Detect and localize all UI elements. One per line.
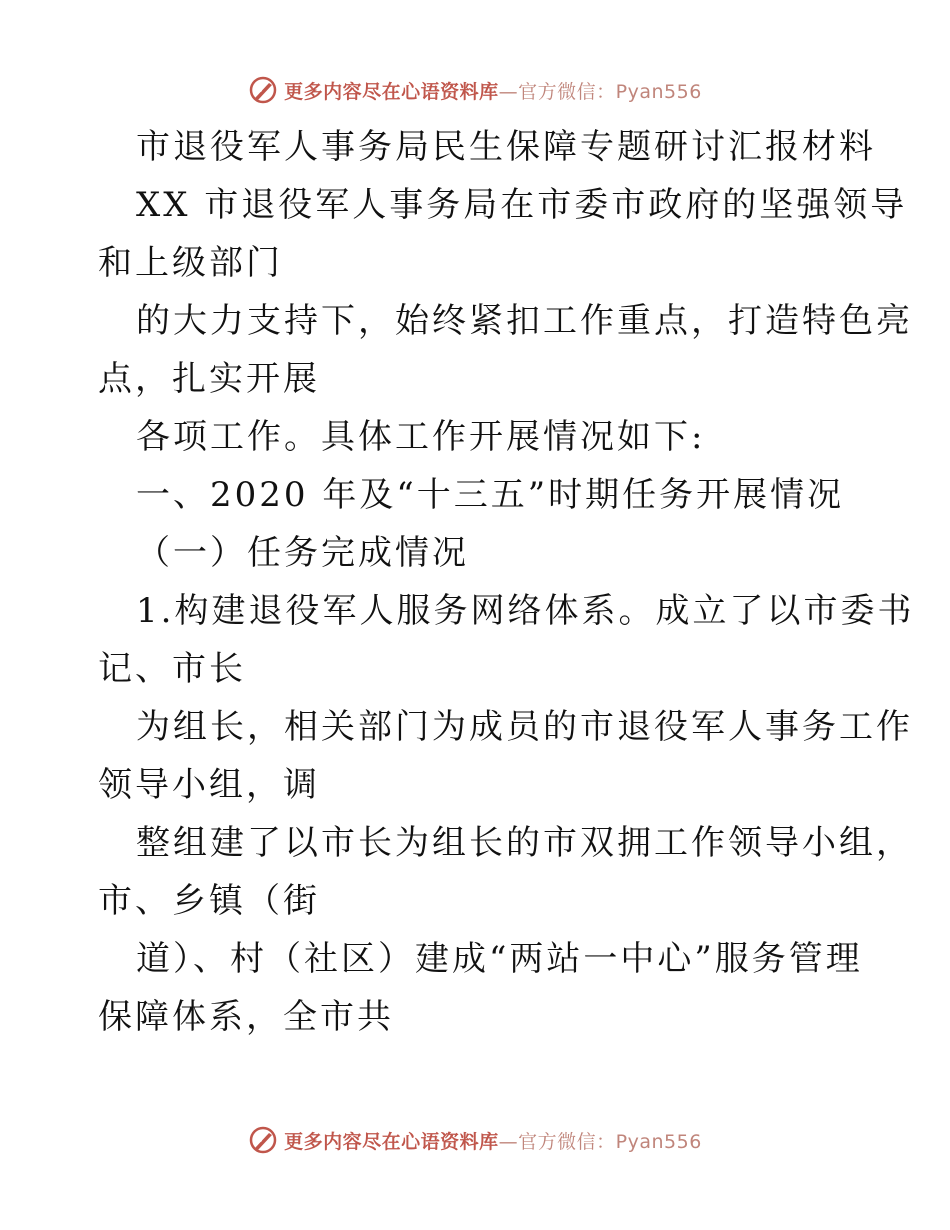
paragraph-line: XX 市退役军人事务局在市委市政府的坚强领导 [136,185,908,225]
watermark-contact: —官方微信：Pyan556 [498,80,702,103]
watermark-text [284,1127,702,1154]
paragraph-line: 和上级部门 [98,243,283,283]
paragraph-line: 市退役军人事务局民生保障专题研讨汇报材料 [136,127,876,167]
quill-logo-icon [248,1125,278,1155]
footer-watermark [0,1120,950,1160]
paragraph-line: （一）任务完成情况 [136,533,469,573]
paragraph-line: 点，扎实开展 [98,359,320,399]
paragraph-line: 记、市长 [98,649,246,689]
paragraph-line: 道）、村（社区）建成“两站一中心”服务管理 [136,939,863,979]
quill-logo-icon [248,75,278,105]
paragraph-line: 整组建了以市长为组长的市双拥工作领导小组， [136,823,913,863]
paragraph-line: 一、2020 年及“十三五”时期任务开展情况 [136,475,845,515]
watermark-brand: 更多内容尽在心语资料库 [284,1130,499,1153]
watermark-text [284,77,702,104]
paragraph-line: 的大力支持下，始终紧扣工作重点，打造特色亮 [136,301,913,341]
document-body [98,118,915,1046]
header-watermark [0,70,950,110]
watermark-brand: 更多内容尽在心语资料库 [284,80,499,103]
paragraph-line: 保障体系，全市共 [98,997,394,1037]
watermark-contact: —官方微信：Pyan556 [498,1130,702,1153]
paragraph-line: 市、乡镇（街 [98,881,320,921]
paragraph-line: 1.构建退役军人服务网络体系。成立了以市委书 [136,591,915,631]
paragraph-line: 各项工作。具体工作开展情况如下: [136,417,706,457]
paragraph-line: 为组长，相关部门为成员的市退役军人事务工作 [136,707,913,747]
paragraph-line: 领导小组，调 [98,765,320,805]
